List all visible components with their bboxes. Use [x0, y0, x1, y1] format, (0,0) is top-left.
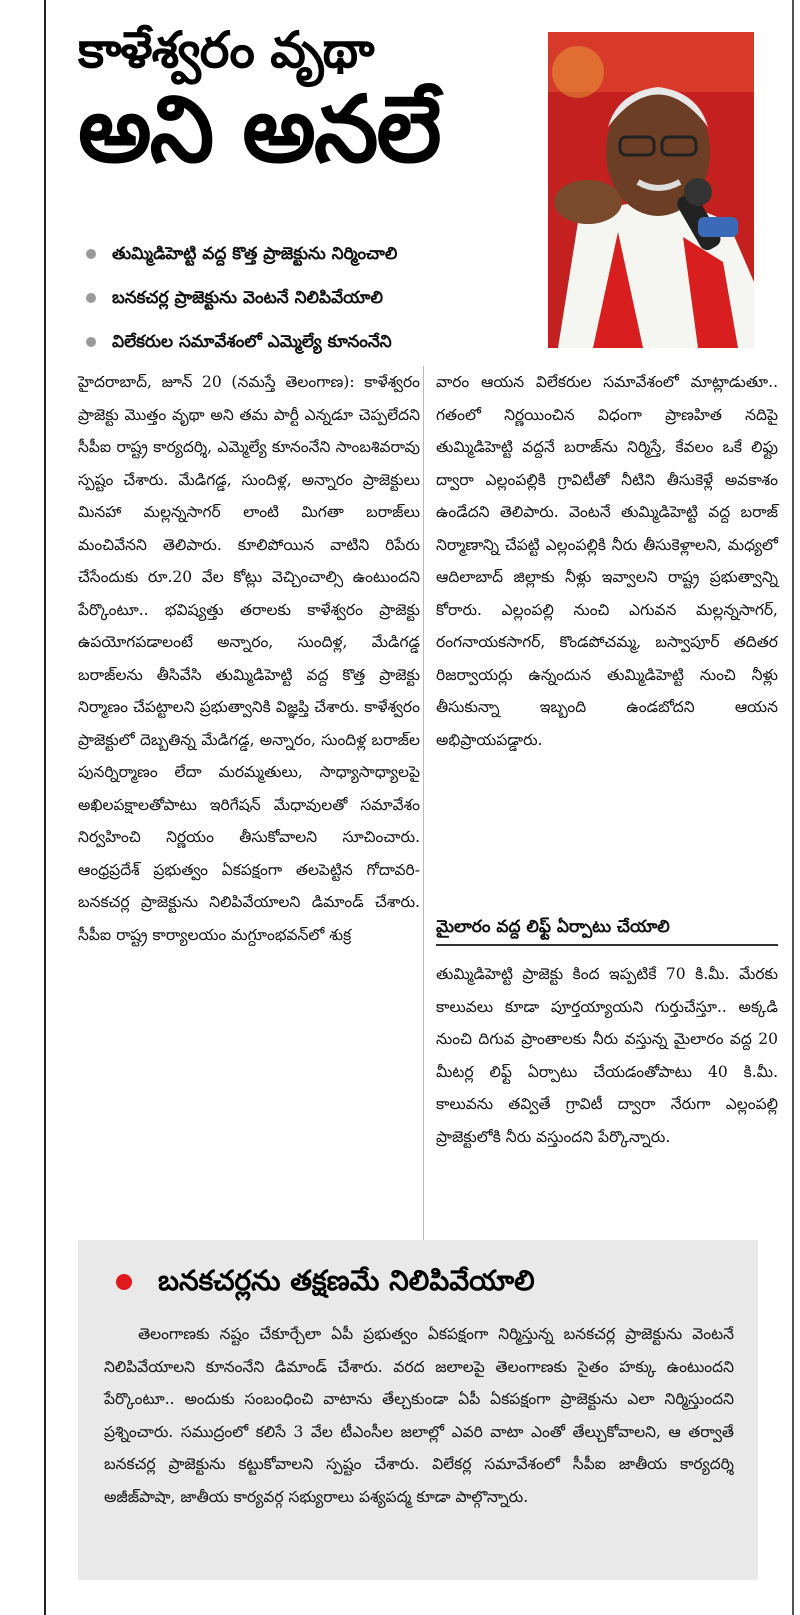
box-body: తెలంగాణకు నష్టం చేకూర్చేలా ఏపీ ప్రభుత్వం ఏకపక్షంగా నిర్మిస్తున్న బనకచర్ల ప్రాజెక్టును వెంటనే నిలిపివేయాలని కూనంనేని డిమాండ్ చేశారు. వరద జలాలపై తెలంగాణకు సైతం హక్కు ఉంటుందని పేర్కొంటూ.. అందుకు సంబంధించి వాటాను తేల్చకుండా ఏపీ ఏకపక్షంగా ప్రాజెక్టును ఎలా నిర్మిస్తుందని ప్రశ్నించారు. సముద్రంలో కలిసే 3 వేల టీఎంసీల జలాల్లో ఎవరి వాటా ఎంతో తేల్చుకోవాలని, ఆ తర్వాతే బనకచర్ల ప్రాజెక్టును కట్టుకోవాలని స్పష్టం చేశారు. విలేకర్ల సమావేశంలో సీపీఐ జాతీయ కార్యదర్శి అజీజ్‌పాషా, జాతీయ కార్యవర్గ సభ్యురాలు పశ్యపద్మ కూడా పాల్గొన్నారు. [104, 1325, 734, 1506]
highlight-bullets [78, 232, 538, 364]
sidebar-box [78, 1240, 758, 1580]
article-left-column: హైదరాబాద్, జూన్ 20 (నమస్తే తెలంగాణ): కాళేశ్వరం ప్రాజెక్టు మొత్తం వృథా అని తమ పార్టీ ఎన్నడూ చెప్పలేదని సీపీఐ రాష్ట్ర కార్యదర్శి, ఎమ్మెల్యే కూనంనేని సాంబశివరావు స్పష్టం చేశారు. మేడిగడ్డ, సుందిళ్ల, అన్నారం ప్రాజెక్టులు మినహా మల్లన్నసాగర్ లాంటి మిగతా బరాజ్‌లు మంచివేనని తెలిపారు. కూలిపోయిన వాటిని రిపేరు చేసేందుకు రూ.20 వేల కోట్లు వెచ్చించాల్సి ఉంటుందని పేర్కొంటూ.. భవిష్యత్తు తరాలకు కాళేశ్వరం ప్రాజెక్టు ఉపయోగపడాలంటే అన్నారం, సుందిళ్ల, మేడిగడ్డ బరాజ్‌లను తీసివేసి తుమ్మిడిహెట్టి వద్ద కొత్త ప్రాజెక్టు నిర్మాణం చేపట్టాలని ప్రభుత్వానికి విజ్ఞప్తి చేశారు. కాళేశ్వరం ప్రాజెక్టులో దెబ్బతిన్న మేడిగడ్డ, అన్నారం, సుందిళ్ల బరాజ్‌ల పునర్నిర్మాణం లేదా మరమ్మతులు, సాధ్యాసాధ్యాలపై అఖిలపక్షాలతోపాటు ఇరిగేషన్ మేధావులతో సమావేశం నిర్వహించి నిర్ణయం తీసుకోవాలని సూచించారు. ఆంధ్రప్రదేశ్ ప్రభుత్వం ఏకపక్షంగా తలపెట్టిన గోదావరి-బనకచర్ల ప్రాజెక్టును నిలిపివేయాలని డిమాండ్ చేశారు. సీపీఐ రాష్ట్ర కార్యాలయం మగ్దూంభవన్‌లో శుక్ర [78, 373, 420, 944]
headline [78, 22, 538, 181]
headline-line-1: కాళేశ్వరం వృథా [78, 21, 374, 79]
headline-line-2: అని అనలే [78, 76, 440, 183]
article-right-column: వారం ఆయన విలేకరుల సమావేశంలో మాట్లాడుతూ.. గతంలో నిర్ణయించిన విధంగా ప్రాణహిత నదిపై తుమ్మిడిహెట్టి వద్దనే బరాజ్‌ను నిర్మిస్తే, కేవలం ఒకే లిఫ్టు ద్వారా ఎల్లంపల్లికి గ్రావిటీతో నీటిని తీసుకెళ్లే అవకాశం ఉండేదని తెలిపారు. వెంటనే తుమ్మిడిహెట్టి వద్ద బరాజ్ నిర్మాణాన్ని చేపట్టి ఎల్లంపల్లికి నీరు తీసుకెళ్లాలని, మధ్యలో ఆదిలాబాద్ జిల్లాకు నీళ్లు ఇవ్వాలని రాష్ట్ర ప్రభుత్వాన్ని కోరారు. ఎల్లంపల్లి నుంచి ఎగువన మల్లన్నసాగర్, రంగనాయకసాగర్, కొండపోచమ్మ, బస్వాపూర్ తదితర రిజర్వాయర్లు ఉన్నందున తుమ్మిడిహెట్టి నుంచి నీళ్లు తీసుకున్నా ఇబ్బంది ఉండబోదని ఆయన అభిప్రాయపడ్డారు. [436, 373, 778, 749]
bullet-text: తుమ్మిడిహెట్టి వద్ద కొత్త ప్రాజెక్టును నిర్మించాలి [112, 244, 398, 264]
speaker-photo [548, 32, 754, 348]
page-left-rule [44, 0, 46, 1615]
article-subheading: మైలారం వద్ద లిఫ్ట్ ఏర్పాటు చేయాలి [436, 917, 670, 937]
box-title: బనకచర్లను తక్షణమే నిలిపివేయాలి [158, 1264, 535, 1297]
bullet-item [78, 232, 538, 276]
bullet-dot-icon [86, 249, 96, 259]
column-divider [423, 366, 424, 1246]
bullet-text: విలేకరుల సమావేశంలో ఎమ్మెల్యే కూనంనేని [112, 332, 392, 352]
bullet-dot-icon [86, 293, 96, 303]
bullet-item [78, 320, 538, 364]
red-bullet-icon [116, 1274, 132, 1290]
bullet-dot-icon [86, 337, 96, 347]
bullet-item [78, 276, 538, 320]
bullet-text: బనకచర్ల ప్రాజెక్టును వెంటనే నిలిపివేయాలి [112, 288, 383, 308]
article-right-column-continued: తుమ్మిడిహెట్టి ప్రాజెక్టు కింద ఇప్పటికే 70 కి.మీ. మేరకు కాలువలు కూడా పూర్తయ్యాయని గుర్తుచేస్తూ.. అక్కడి నుంచి దిగువ ప్రాంతాలకు నీరు వస్తున్న మైలారం వద్ద 20 మీటర్ల లిఫ్ట్ ఏర్పాటు చేయడంతోపాటు 40 కి.మీ. కాలువను తవ్వితే గ్రావిటీ ద్వారా నేరుగా ఎల్లంపల్లి ప్రాజెక్టులోకి నీరు వస్తుందని పేర్కొన్నారు. [436, 965, 778, 1146]
speaker-photo-illustration [548, 32, 754, 348]
subheading-underline [436, 944, 778, 946]
page-right-rule [792, 0, 794, 1615]
